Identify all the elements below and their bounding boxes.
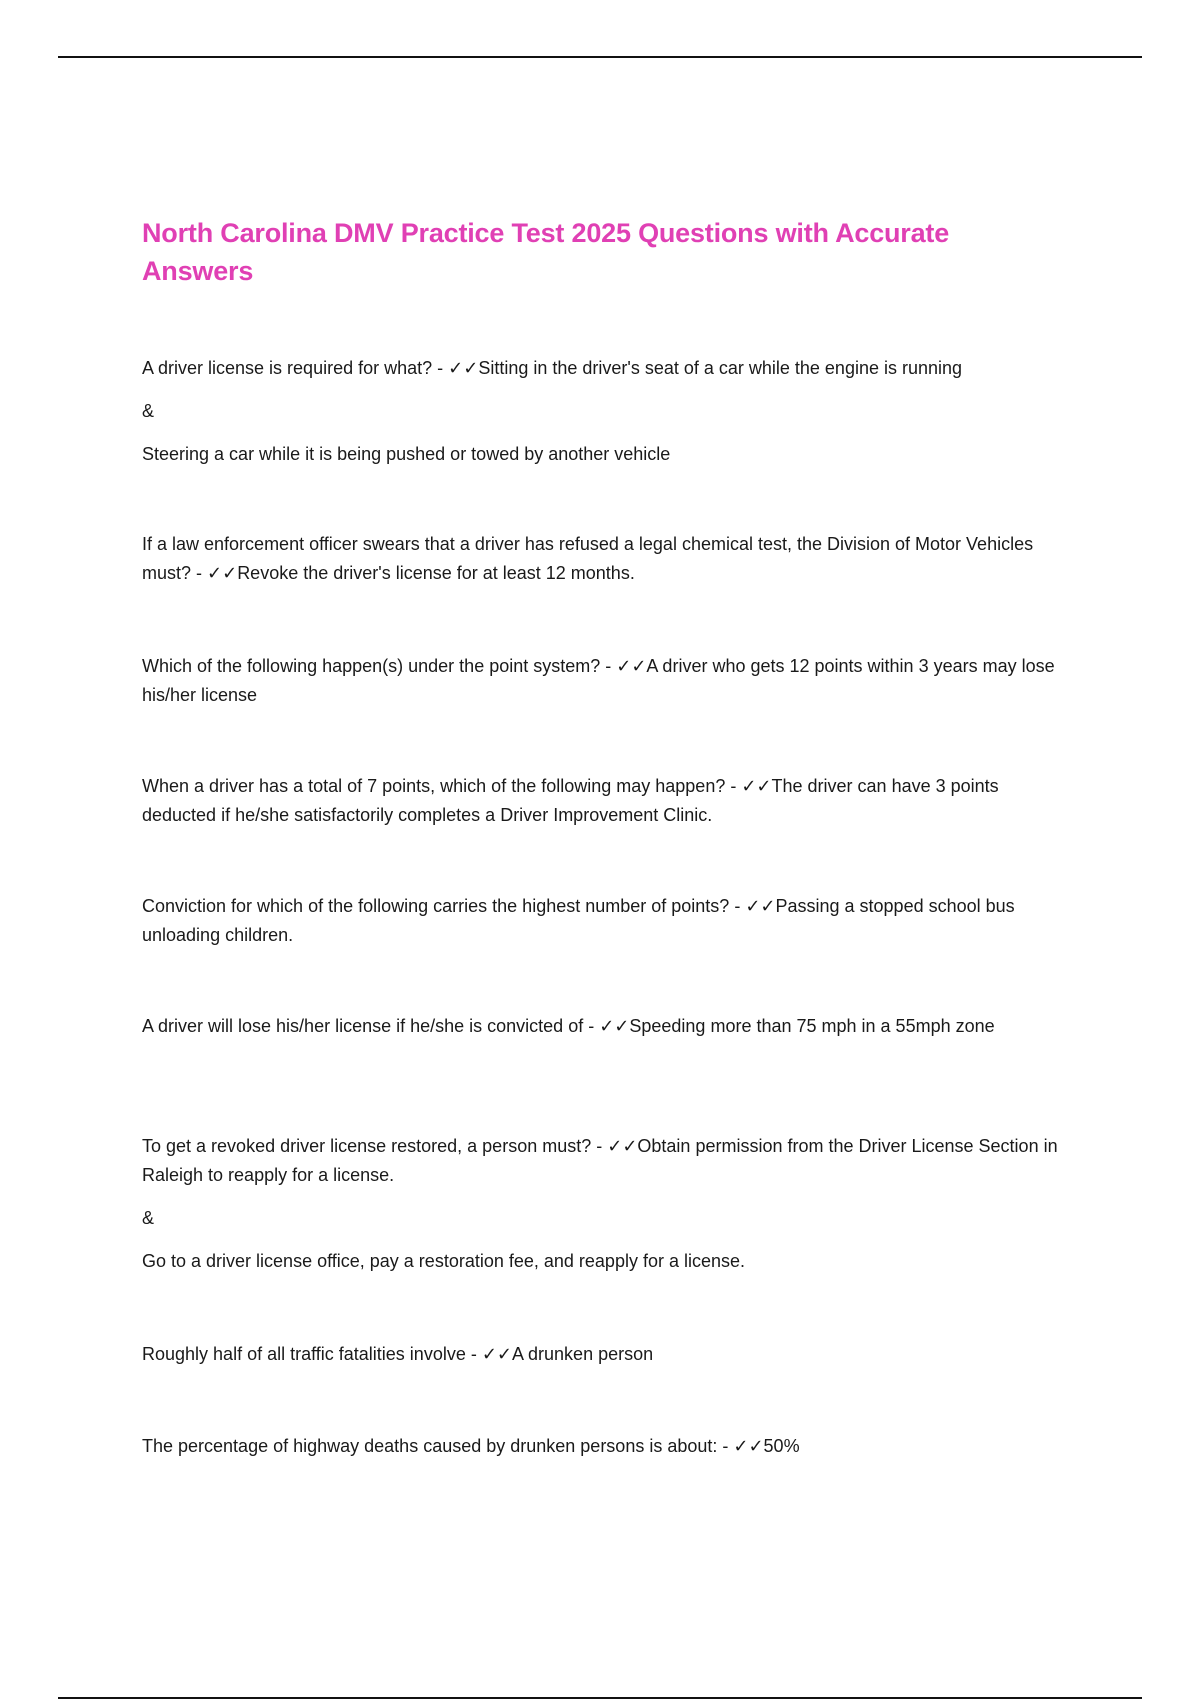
question-text: A driver license is required for what? - xyxy=(142,358,449,378)
qa-item-8 xyxy=(142,1340,1062,1369)
question-text: When a driver has a total of 7 points, which of the following may happen? - xyxy=(142,776,742,796)
answer-text: Revoke the driver's license for at least 12 months. xyxy=(237,563,635,583)
qa-text xyxy=(142,354,1062,383)
qa-text xyxy=(142,1012,1062,1041)
answer-separator: & xyxy=(142,401,155,421)
question-text: Roughly half of all traffic fatalities involve - xyxy=(142,1344,482,1364)
checkmark-icon: ✓✓ xyxy=(616,656,647,676)
qa-item-9 xyxy=(142,1432,1062,1461)
answer-text: The driver can have 3 points deducted if he/she satisfactorily completes a Driver Improvement Clinic. xyxy=(142,776,999,825)
top-divider xyxy=(58,56,1142,58)
qa-text xyxy=(142,1432,1062,1461)
answer-text: Speeding more than 75 mph in a 55mph zone xyxy=(629,1016,995,1036)
question-text: To get a revoked driver license restored, a person must? - xyxy=(142,1136,608,1156)
qa-text xyxy=(142,1132,1062,1190)
question-text: If a law enforcement officer swears that a driver has refused a legal chemical test, the Division of Motor Vehicles must? - xyxy=(142,534,1034,583)
page-title: North Carolina DMV Practice Test 2025 Questions with Accurate Answers xyxy=(142,218,950,286)
answer-text-2: Go to a driver license office, pay a restoration fee, and reapply for a license. xyxy=(142,1251,745,1271)
qa-text xyxy=(142,772,1062,830)
question-text: Which of the following happen(s) under the point system? - xyxy=(142,656,617,676)
question-text: The percentage of highway deaths caused by drunken persons is about: - xyxy=(142,1436,734,1456)
answer-text: 50% xyxy=(763,1436,800,1456)
answer-text: Sitting in the driver's seat of a car while the engine is running xyxy=(478,358,963,378)
qa-item-2 xyxy=(142,530,1062,588)
qa-item-7 xyxy=(142,1132,1062,1276)
checkmark-icon: ✓✓ xyxy=(745,896,776,916)
qa-item-6 xyxy=(142,1012,1062,1041)
qa-text xyxy=(142,1340,1062,1369)
checkmark-icon: ✓✓ xyxy=(481,1344,513,1364)
answer-text: Obtain permission from the Driver License Section in Raleigh to reapply for a license. xyxy=(142,1136,1058,1185)
qa-text xyxy=(142,530,1062,588)
question-text: A driver will lose his/her license if he/she is convicted of - xyxy=(142,1016,600,1036)
answer-separator: & xyxy=(142,1208,155,1228)
qa-text xyxy=(142,652,1062,710)
answer-text: A drunken person xyxy=(512,1344,654,1364)
checkmark-icon: ✓✓ xyxy=(207,563,238,583)
answer-text-2: Steering a car while it is being pushed or towed by another vehicle xyxy=(142,444,671,464)
answer-text: A driver who gets 12 points within 3 years may lose his/her license xyxy=(142,656,1055,705)
question-text: Conviction for which of the following carries the highest number of points? - xyxy=(142,896,746,916)
bottom-divider xyxy=(58,1697,1142,1699)
qa-item-4 xyxy=(142,772,1062,830)
answer-text: Passing a stopped school bus unloading children. xyxy=(142,896,1015,945)
checkmark-icon: ✓✓ xyxy=(741,776,772,796)
checkmark-icon: ✓✓ xyxy=(733,1436,764,1456)
qa-text xyxy=(142,892,1062,950)
checkmark-icon: ✓✓ xyxy=(448,358,479,378)
checkmark-icon: ✓✓ xyxy=(599,1016,630,1036)
qa-item-1 xyxy=(142,354,1062,469)
qa-item-3 xyxy=(142,652,1062,710)
qa-item-5 xyxy=(142,892,1062,950)
checkmark-icon: ✓✓ xyxy=(607,1136,638,1156)
